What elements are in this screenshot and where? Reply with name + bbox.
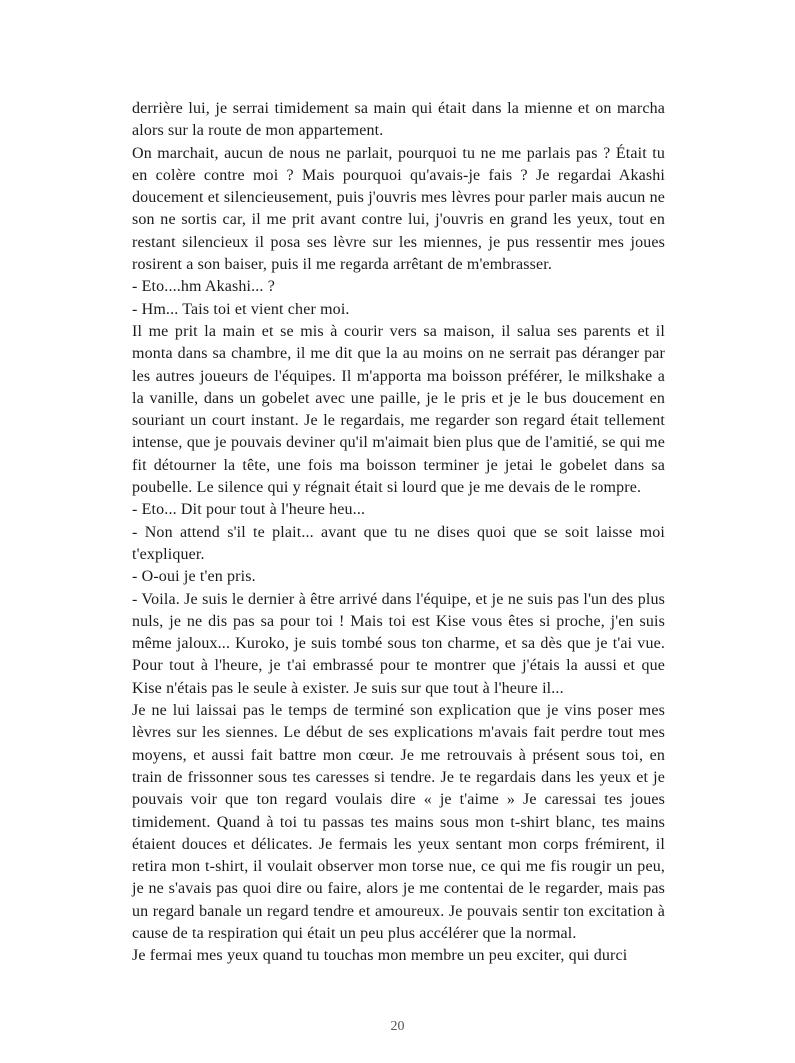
paragraph: Il me prit la main et se mis à courir vers sa maison, il salua ses parents et il monta dans sa chambre, il me dit que la au moins on ne serrait pas déranger par les autres joueurs de l'équipes. Il m'apporta ma boisson préférer, le milkshake a la vanille, dans un gobelet avec une paille, je le pris et je le bus doucement en souriant un court instant. Je le regardais, me regarder son regard était tellement intense, que je pouvais deviner qu'il m'aimait bien plus que de l'amitié, se qui me fit détourner la tête, une fois ma boisson terminer je jetai le gobelet dans sa poubelle. Le silence qui y régnait était si lourd que je me devais de le rompre. [132,322,665,497]
paragraph: Je ne lui laissai pas le temps de terminé son explication que je vins poser mes lèvres sur les siennes. Le début de ses explications m'avais fait perdre tout mes moyens, et aussi fait battre mon cœur. Je me retrouvais à présent sous toi, en train de frissonner sous tes caresses si tendre. Je te regardais dans les yeux et je pouvais voir que ton regard voulais dire « je t'aime » Je caressai tes joues timidement. Quand à toi tu passas tes mains sous mon t-shirt blanc, tes mains étaient douces et délicates. Je fermais les yeux sentant mon corps frémirent, il retira mon t-shirt, il voulait observer mon torse nue, ce qui me fis rougir un peu, je ne s'avais pas quoi dire ou faire, alors je me contentai de le regarder, mais pas un regard banale un regard tendre et amoureux. Je pouvais sentir ton excitation à cause de ta respiration qui était un peu plus accélérer que la normal. [132,702,665,942]
body-text [132,98,665,968]
paragraph: Je fermai mes yeux quand tu touchas mon membre un peu exciter, qui durci [132,947,628,965]
dialogue-line: - Voila. Je suis le dernier à être arrivé dans l'équipe, et je ne suis pas l'un des plus nuls, je ne dis pas sa pour toi ! Mais toi est Kise vous êtes si proche, j'en suis même jaloux... Kuroko, je suis tombé sous ton charme, et sa dès que je t'ai vue. Pour tout à l'heure, je t'ai embrassé pour te montrer que j'étais la aussi et que Kise n'étais pas le seule à exister. Je suis sur que tout à l'heure il... [132,590,665,697]
dialogue-line: - Non attend s'il te plait... avant que tu ne dises quoi que se soit laisse moi t'expliquer. [132,523,665,563]
paragraph: On marchait, aucun de nous ne parlait, pourquoi tu ne me parlais pas ? Était tu en colère contre moi ? Mais pourquoi qu'avais-je fais ? Je regardai Akashi doucement et silencieusement, puis j'ouvris mes lèvres pour parler mais aucun ne son ne sortis car, il me prit avant contre lui, j'ouvris en grand les yeux, tout en restant silencieux il posa ses lèvre sur les miennes, je pus ressentir mes joues rosirent a son baiser, puis il me regarda arrêtant de m'embrasser. [132,144,665,274]
dialogue-line: - Eto....hm Akashi... ? [132,278,275,296]
dialogue-line: - Hm... Tais toi et vient cher moi. [132,300,350,318]
page-number: 20 [390,1019,405,1034]
dialogue-line: - O-oui je t'en pris. [132,568,256,586]
dialogue-line: - Eto... Dit pour tout à l'heure heu... [132,501,366,519]
paragraph: derrière lui, je serrai timidement sa main qui était dans la mienne et on marcha alors sur la route de mon appartement. [132,100,665,140]
